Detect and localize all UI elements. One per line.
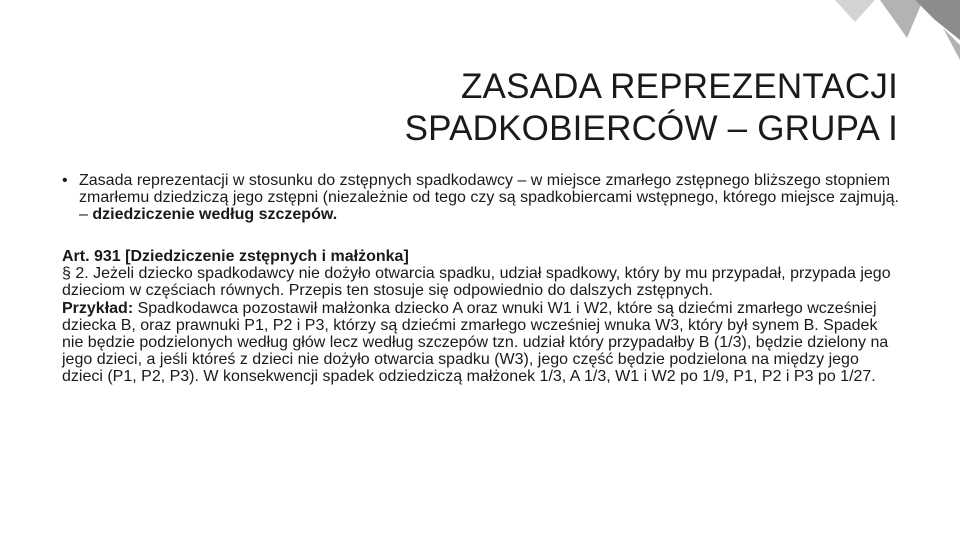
example-label: Przykład: [62,299,134,317]
slide-title [258,66,898,150]
example-paragraph [62,300,902,386]
title-line-1: ZASADA REPREZENTACJI [460,67,898,106]
example-text: Spadkodawca pozostawił małżonka dziecko A oraz wnuki W1 i W2, które są dziećmi zmarłego wcześniej dziecka B, oraz prawnuki P1, P2 i P3, którzy są dziećmi zmarłego wcześniej wnuka W3, który był synem B. Spadek nie będzie podzielonych według głów lecz według szczepów tzn. udział który przypadałby B (1/3), będzie dzielony na jego dzieci, a jeśli któreś z dzieci nie dożyło otwarcia spadku (W3), jego część będzie podzielona na między jego dzieci (P1, P2, P3). W konsekwencji spadek odziedziczą małżonek 1/3, A 1/3, W1 i W2 po 1/9, P1, P2 i P3 po 1/27. [62,299,889,386]
corner-decoration [835,0,960,60]
bullet-body: Zasada reprezentacji w stosunku do zstępnych spadkodawcy – w miejsce zmarłego zstępnego bliższego stopniem zmarłemu dziedziczą jego zstępni (niezależnie od tego czy są spadkobiercami wstępnego, którego miejsce zajmują. – [79,172,899,223]
bullet-point [62,172,902,223]
bullet-text [79,172,902,223]
bullet-marker: • [62,172,68,189]
deco-triangle-mid [880,0,923,38]
article-paragraph: § 2. Jeżeli dziecko spadkodawcy nie dożyło otwarcia spadku, udział spadkowy, który by mu przypadał, przypada jego dzieciom w częściach równych. Przepis ten stosuje się odpowiednio do dalszych zstępnych. [62,265,891,300]
deco-triangle-light [835,0,875,22]
title-line-2: SPADKOBIERCÓW – GRUPA I [404,109,898,148]
article-heading: Art. 931 [Dziedziczenie zstępnych i małżonka] [62,248,409,265]
bullet-emphasis: dziedziczenie według szczepów. [92,206,338,223]
deco-triangle-dark [915,0,960,40]
article-block [62,248,902,386]
